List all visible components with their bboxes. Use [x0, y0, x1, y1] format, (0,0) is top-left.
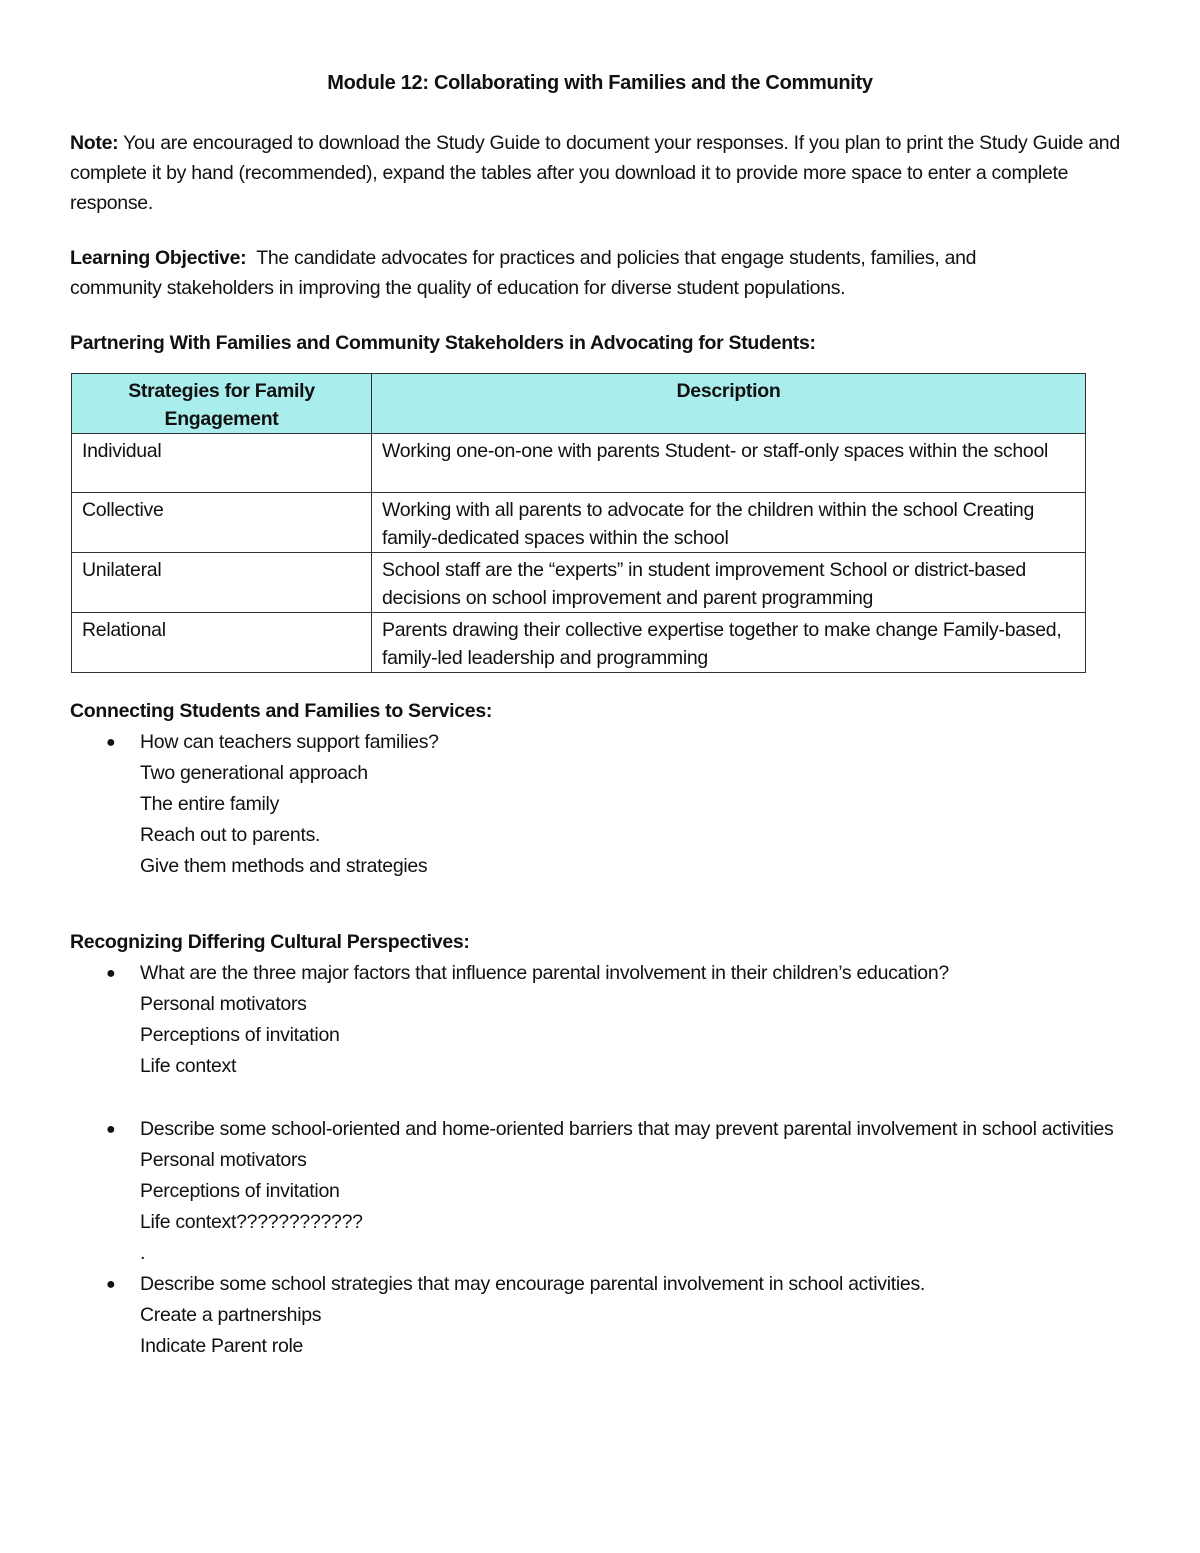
objective-text: The candidate advocates for practices and policies that engage students, families, and community stakeholders in improving the quality of education for diverse student populations.	[70, 247, 982, 299]
answer-line: Reach out to parents.	[140, 824, 321, 846]
description-cell: Working one-on-one with parents Student- or staff-only spaces within the school	[372, 434, 1086, 493]
column-header-strategies: Strategies for Family Engagement	[72, 374, 372, 434]
strategy-cell: Relational	[72, 613, 372, 673]
answer-line: Perceptions of invitation	[140, 1180, 340, 1202]
answer-line: Personal motivators	[140, 993, 307, 1015]
section-heading-connecting: Connecting Students and Families to Services:	[70, 700, 493, 722]
objective-paragraph	[70, 243, 1070, 303]
list-item	[70, 1269, 1150, 1300]
list-item	[70, 1114, 1150, 1145]
note-paragraph	[70, 128, 1130, 218]
table-row	[72, 553, 1086, 613]
bullet-icon: ●	[106, 965, 116, 982]
question-text: What are the three major factors that influence parental involvement in their children’s education?	[140, 962, 949, 984]
question-text: Describe some school strategies that may encourage parental involvement in school activities.	[140, 1273, 926, 1295]
bullet-icon: ●	[106, 1121, 116, 1138]
answer-line: Life context????????????	[140, 1211, 363, 1233]
objective-label: Learning Objective:	[70, 247, 247, 269]
section-heading-partnering: Partnering With Families and Community Stakeholders in Advocating for Students:	[70, 332, 816, 354]
bullet-icon: ●	[106, 734, 116, 751]
table-row	[72, 493, 1086, 553]
list-item	[70, 727, 1150, 758]
answer-line: Two generational approach	[140, 762, 368, 784]
description-cell: School staff are the “experts” in student improvement School or district-based decisions on school improvement and parent programming	[372, 553, 1086, 613]
question-text: Describe some school-oriented and home-oriented barriers that may prevent parental involvement in school activities	[140, 1118, 1114, 1140]
description-cell: Working with all parents to advocate for the children within the school Creating family-dedicated spaces within the school	[372, 493, 1086, 553]
answer-line: .	[140, 1242, 146, 1264]
answer-line: Personal motivators	[140, 1149, 307, 1171]
table-row	[72, 434, 1086, 493]
cultural-list-1	[70, 958, 1150, 1082]
connecting-list	[70, 727, 1150, 882]
strategy-cell: Unilateral	[72, 553, 372, 613]
section-heading-cultural: Recognizing Differing Cultural Perspectives:	[70, 931, 470, 953]
strategy-cell: Individual	[72, 434, 372, 493]
list-item	[70, 958, 1150, 989]
answer-line: Indicate Parent role	[140, 1335, 304, 1357]
question-text: How can teachers support families?	[140, 731, 439, 753]
page-title: Module 12: Collaborating with Families and the Community	[327, 72, 873, 94]
bullet-icon: ●	[106, 1276, 116, 1293]
table-header-row	[72, 374, 1086, 434]
answer-line: The entire family	[140, 793, 280, 815]
answer-line: Perceptions of invitation	[140, 1024, 340, 1046]
table-row	[72, 613, 1086, 673]
column-header-description: Description	[372, 374, 1086, 434]
note-text: You are encouraged to download the Study Guide to document your responses. If you plan to print the Study Guide and complete it by hand (recommended), expand the tables after you download it to provide more space to enter a complete response.	[70, 132, 1120, 214]
note-label: Note:	[70, 132, 119, 154]
strategy-cell: Collective	[72, 493, 372, 553]
description-cell: Parents drawing their collective expertise together to make change Family-based, family-led leadership and programming	[372, 613, 1086, 673]
cultural-list-2	[70, 1114, 1150, 1362]
answer-line: Life context	[140, 1055, 237, 1077]
answer-line: Create a partnerships	[140, 1304, 322, 1326]
strategies-table	[71, 373, 1086, 673]
answer-line: Give them methods and strategies	[140, 855, 428, 877]
